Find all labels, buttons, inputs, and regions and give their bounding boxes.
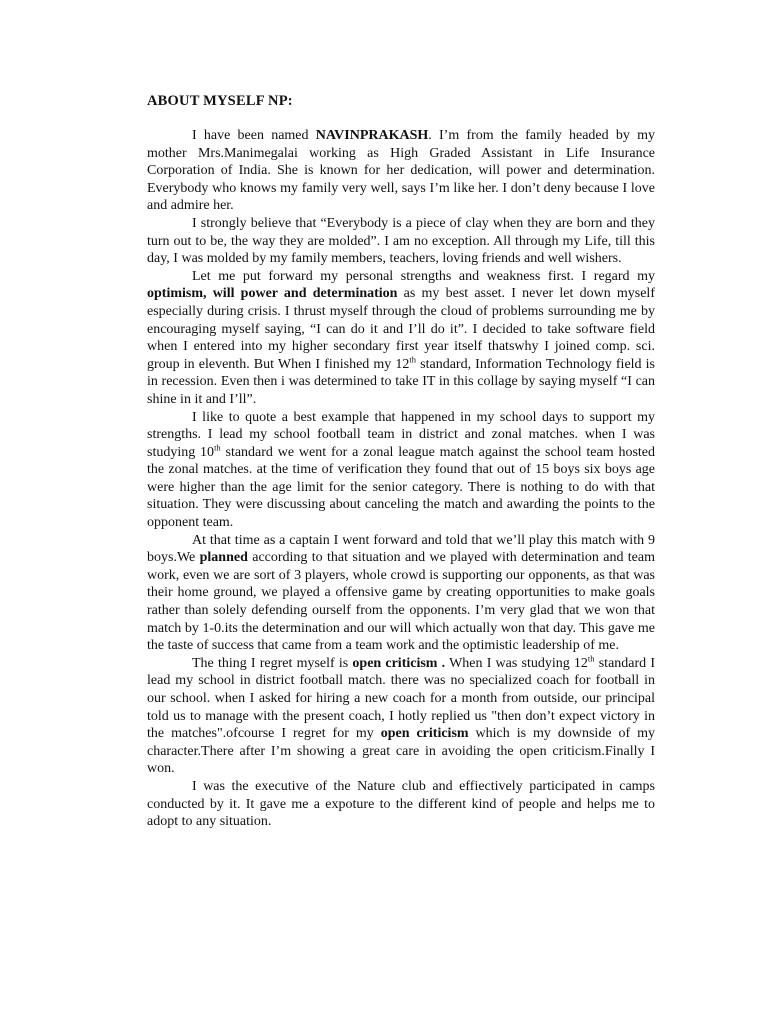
paragraph-text: standard we went for a zonal league match against the school team hosted the zonal matches. at the time of verification they found that out of 15 boys six boys age were higher than the age limit for the senior category. There is nothing to do with that situation. They were discussing about canceling the match and awarding the points to the opponent team. — [147, 444, 655, 531]
paragraph-text: When I was studying 12 — [445, 655, 588, 671]
bold-phrase: open criticism . — [352, 655, 446, 671]
paragraph-text: I have been named — [192, 128, 316, 143]
paragraph-text: At that time as a captain I went forward and told that we’ll play this match with 9 boys.We — [147, 532, 655, 566]
document-title: ABOUT MYSELF NP: — [147, 93, 293, 109]
paragraph-3 — [147, 268, 655, 409]
paragraph-text: which is my downside of my character.There after I’m showing a great care in avoiding the open criticism.Finally I won. — [147, 726, 656, 777]
bold-phrase: optimism, will power and determination — [147, 286, 398, 302]
paragraph-text: standard, Information Technology field is in recession. Even then i was determined to take IT in this collage by saying myself “I can shine in it and I’ll”. — [147, 356, 656, 407]
paragraph-7 — [147, 778, 655, 831]
paragraph-text: . I’m from the family headed by my mother Mrs.Manimegalai working as High Graded Assistant in Life Insurance Corporation of India. She is known for her dedication, will power and determination. Everybody who knows my family very well, says I’m like her. I don’t deny because I love and admire her. — [147, 128, 655, 214]
document-body — [147, 127, 655, 831]
bold-phrase: planned — [199, 550, 248, 566]
bold-phrase: open criticism — [380, 726, 469, 742]
paragraph-5 — [147, 532, 655, 655]
paragraph-2 — [147, 215, 655, 268]
ordinal-suffix: th — [214, 442, 221, 453]
paragraph-text: according to that situation and we played with determination and team work, even we are sort of 3 players, whole crowd is supporting our opponents, as that was their home ground, we played a offensive game by creating opportunities to make goals rather than solely defending ourself from the opponents. I’m very glad that we won that match by 1-0.its the determination and our will which actually won that day. This gave me the taste of success that came from a team work and the optimistic leadership of me. — [147, 550, 655, 654]
paragraph-text: The thing I regret myself is — [192, 655, 353, 671]
ordinal-suffix: th — [409, 354, 417, 365]
paragraph-6 — [147, 655, 655, 778]
paragraph-text: as my best asset. I never let down myself especially during crisis. I thrust myself through the cloud of problems surrounding me by encouraging myself saying, “I can do it and I’ll do it”. I decided to take software field when I entered into my higher secondary first year itself thatswhy I joined comp. sci. group in eleventh. But When I finished my 12 — [147, 286, 655, 372]
ordinal-suffix: th — [587, 653, 595, 664]
paragraph-text: standard I lead my school in district football match. there was no specialized coach for football in our school. when I asked for hiring a new coach for a month from outside, our principal told us to manage with the present coach, I hotly replied us "then don’t expect victory in the matches".ofcourse I regret for my — [147, 655, 656, 742]
paragraph-text: Let me put forward my personal strengths and weakness first. I regard my — [192, 268, 655, 284]
paragraph-text: I like to quote a best example that happened in my school days to support my strengths. I lead my school football team in district and zonal matches. when I was studying 10 — [147, 409, 655, 460]
paragraph-1 — [147, 127, 655, 215]
paragraph-text: I strongly believe that “Everybody is a piece of clay when they are born and they turn out to be, the way they are molded”. I am no exception. All through my Life, till this day, I was molded by my family members, teachers, loving friends and well wishers. — [147, 215, 655, 267]
paragraph-text: I was the executive of the Nature club and effiectively participated in camps conducted by it. It gave me a expoture to the different kind of people and helps me to adopt to any situation. — [147, 778, 655, 830]
author-name: NAVINPRAKASH — [315, 128, 429, 143]
paragraph-4 — [147, 409, 655, 532]
